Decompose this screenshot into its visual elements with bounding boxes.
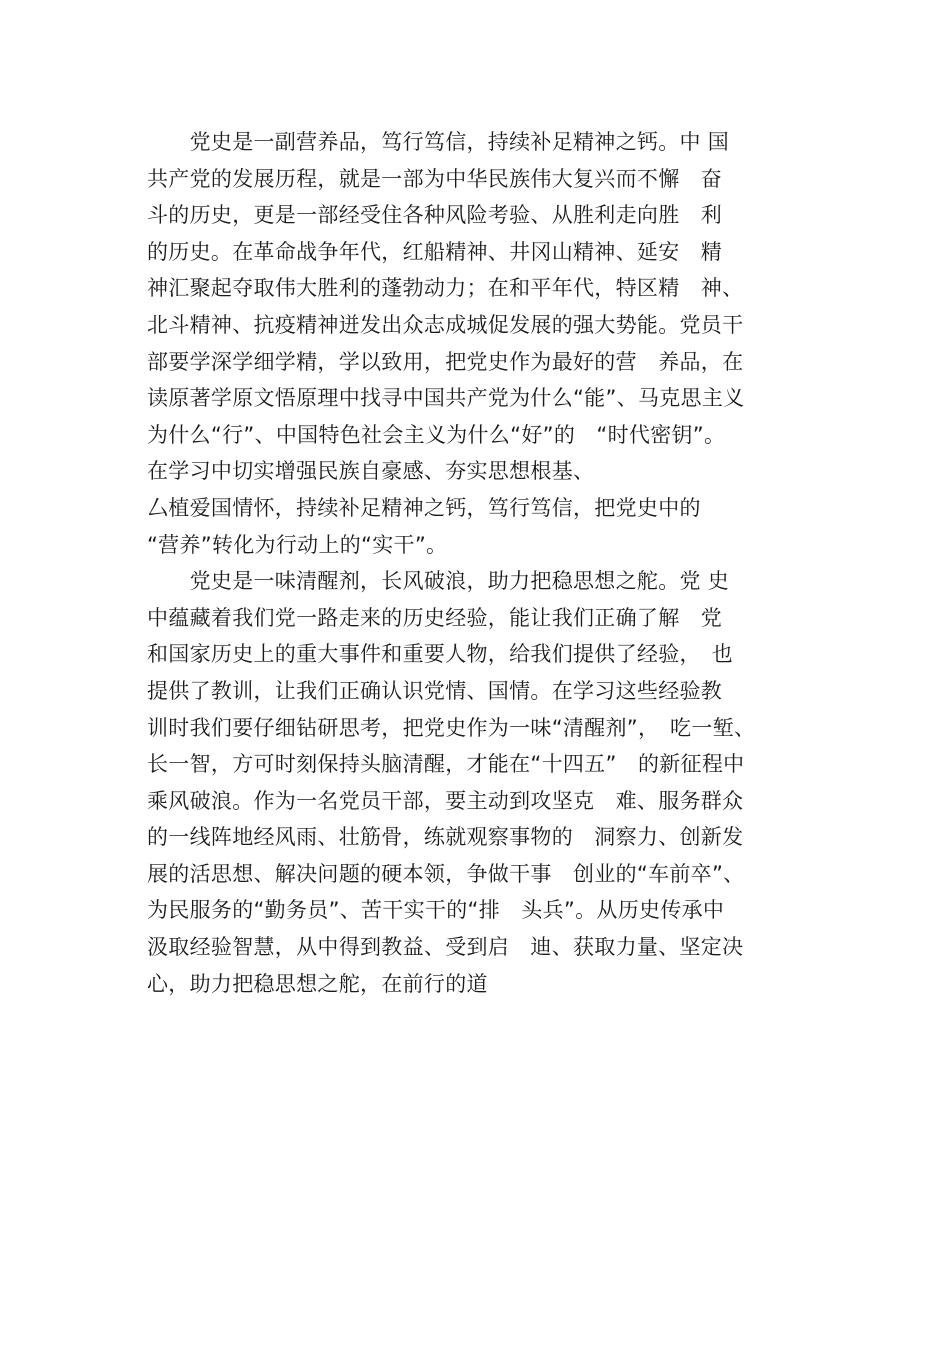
text-line: 北斗精神、抗疫精神迸发出众志成城促发展的强大势能。党员干: [147, 312, 744, 337]
text-line: 提供了教训，让我们正确认识党情、国情。在学习这些经验教: [147, 678, 723, 703]
text-line: 训时我们要仔细钻研思考，把党史作为一味“清醒剂”， 吃一堑、: [147, 715, 756, 740]
text-line: 汲取经验智慧，从中得到教益、受到启 迪、获取力量、坚定决: [147, 935, 744, 960]
text-line: 党史是一副营养品，笃行笃信，持续补足精神之钙。中 国: [147, 130, 730, 154]
text-line: 斗的历史，更是一部经受住各种风险考验、从胜利走向胜 利: [147, 203, 723, 228]
text-line: 长一智，方可时刻保持头脑清醒，才能在“十四五” 的新征程中: [147, 752, 745, 777]
text-line: “营养”转化为行动上的“实干”。: [147, 532, 448, 557]
text-line: 为什么“行”、中国特色社会主义为什么“好”的 “时代密钥”。: [147, 422, 726, 447]
text-line: 展的活思想、解决问题的硬本领，争做干事 创业的“车前卒”、: [147, 861, 745, 886]
text-line: 神汇聚起夺取伟大胜利的蓬勃动力；在和平年代，特区精 神、: [147, 276, 744, 301]
text-line: 厶植爱国情怀，持续补足精神之钙，笃行笃信，把党史中的: [147, 495, 701, 520]
text-line: 的一线阵地经风雨、壮筋骨，练就观察事物的 洞察力、创新发: [147, 825, 744, 850]
text-line: 中蕴藏着我们党一路走来的历史经验，能让我们正确了解 党: [147, 605, 723, 630]
text-line: 乘风破浪。作为一名党员干部，要主动到攻坚克 难、服务群众: [147, 788, 744, 813]
text-line: 共产党的发展历程，就是一部为中华民族伟大复兴而不懈 奋: [147, 166, 723, 191]
text-line: 部要学深学细学精，学以致用，把党史作为最好的营 养品，在: [147, 349, 744, 374]
text-line: 的历史。在革命战争年代，红船精神、井冈山精神、延安 精: [147, 239, 723, 264]
text-line: 读原著学原文悟原理中找寻中国共产党为什么“能”、马克思主义: [147, 386, 745, 411]
text-line: 党史是一味清醒剂，长风破浪，助力把稳思想之舵。党 史: [147, 569, 730, 594]
text-line: 为民服务的“勤务员”、苦干实干的“排 头兵”。从历史传承中: [147, 898, 725, 923]
text-line: 在学习中切实增强民族自豪感、夯实思想根基、: [147, 459, 595, 484]
text-line: 心，助力把稳思想之舵，在前行的道: [147, 971, 488, 996]
body-text: [147, 124, 847, 1002]
text-line: 和国家历史上的重大事件和重要人物，给我们提供了经验， 也: [147, 642, 733, 667]
